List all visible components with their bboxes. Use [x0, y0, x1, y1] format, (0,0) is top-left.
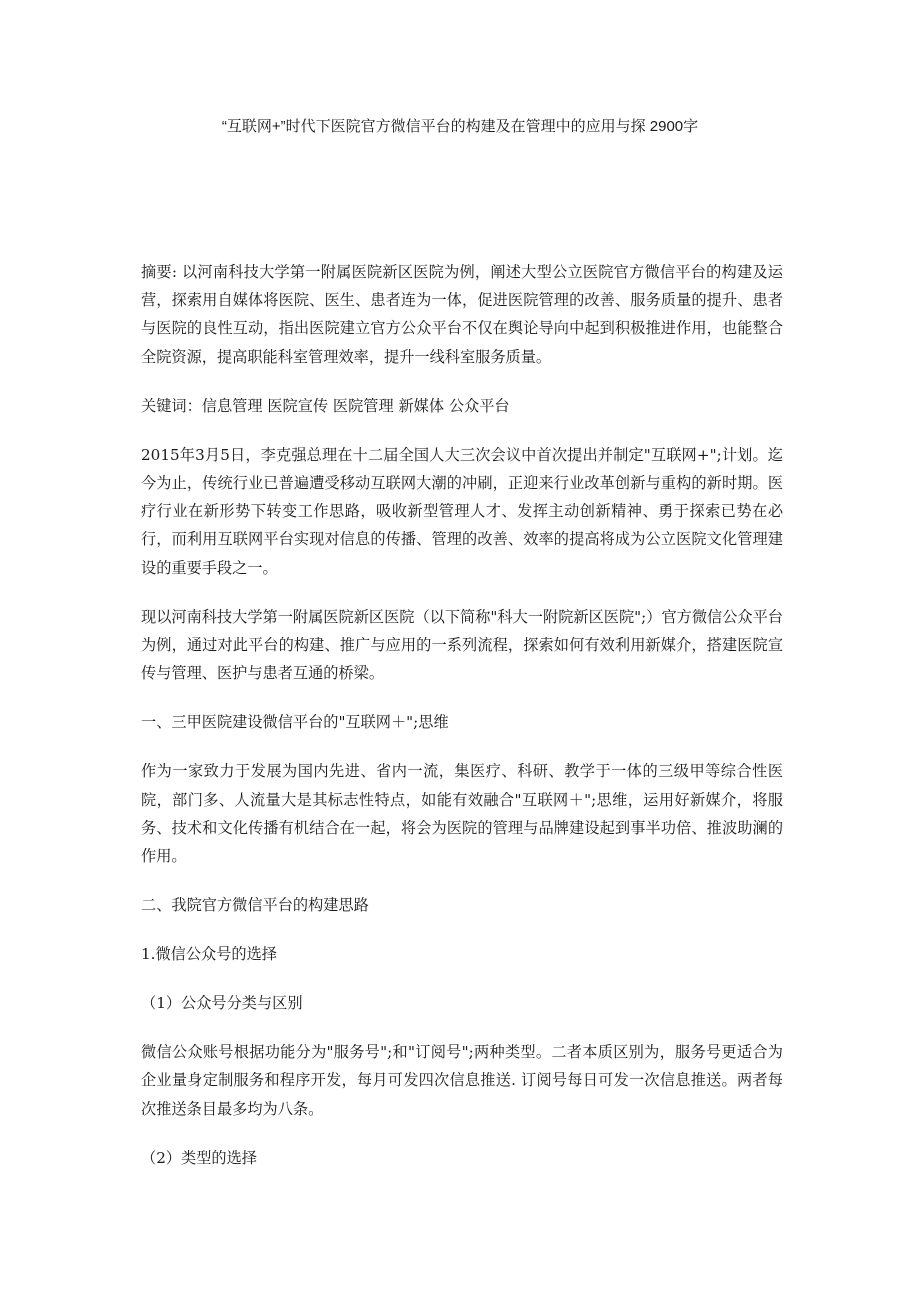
- subsection-heading: （2）类型的选择: [141, 1148, 257, 1167]
- keywords-line: 关键词：信息管理 医院宣传 医院管理 新媒体 公众平台: [141, 396, 510, 415]
- body-paragraph: 2015年3月5日，李克强总理在十二届全国人大三次会议中首次提出并制定"互联网+";计划。迄今为止，传统行业已普遍遭受移动互联网大潮的冲刷，正迎来行业改革创新与重构的新时期。医疗行业在新形势下转变工作思路，吸收新型管理人才、发挥主动创新精神、勇于探索已势在必行，而利用互联网平台实现对信息的传播、管理的改善、效率的提高将成为公立医院文化管理建设的重要手段之一。: [141, 445, 783, 577]
- body-paragraph: 微信公众账号根据功能分为"服务号";和"订阅号";两种类型。二者本质区别为，服务号更适合为企业量身定制服务和程序开发，每月可发四次信息推送. 订阅号每日可发一次信息推送。两者每次推送条目最多均为八条。: [141, 1043, 783, 1118]
- body-paragraph: 作为一家致力于发展为国内先进、省内一流，集医疗、科研、教学于一体的三级甲等综合性医院，部门多、人流量大是其标志性特点，如能有效融合"互联网＋";思维，运用好新媒介，将服务、技术和文化传播有机结合在一起，将会为医院的管理与品牌建设起到事半功倍、推波助澜的作用。: [141, 762, 783, 866]
- subsection-heading: 1.微信公众号的选择: [141, 945, 277, 964]
- document-body: [141, 258, 783, 1193]
- section-heading: 一、三甲医院建设微信平台的"互联网＋";思维: [141, 713, 449, 732]
- subsection-heading: （1）公众号分类与区别: [141, 994, 303, 1013]
- body-paragraph: 现以河南科技大学第一附属医院新区医院（以下简称"科大一附院新区医院";）官方微信公众平台为例，通过对此平台的构建、推广与应用的一系列流程，探索如何有效利用新媒介，搭建医院宣传与管理、医护与患者互通的桥梁。: [141, 607, 783, 683]
- document-title: “互联网+”时代下医院官方微信平台的构建及在管理中的应用与探 2900字: [221, 118, 699, 135]
- abstract-paragraph: 摘要: 以河南科技大学第一附属医院新区医院为例，阐述大型公立医院官方微信平台的构建及运营，探索用自媒体将医院、医生、患者连为一体，促进医院管理的改善、服务质量的提升、患者与医院的良性互动，指出医院建立官方公众平台不仅在舆论导向中起到积极推进作用，也能整合全院资源，提高职能科室管理效率，提升一线科室服务质量。: [141, 263, 783, 366]
- section-heading: 二、我院官方微信平台的构建思路: [141, 896, 369, 915]
